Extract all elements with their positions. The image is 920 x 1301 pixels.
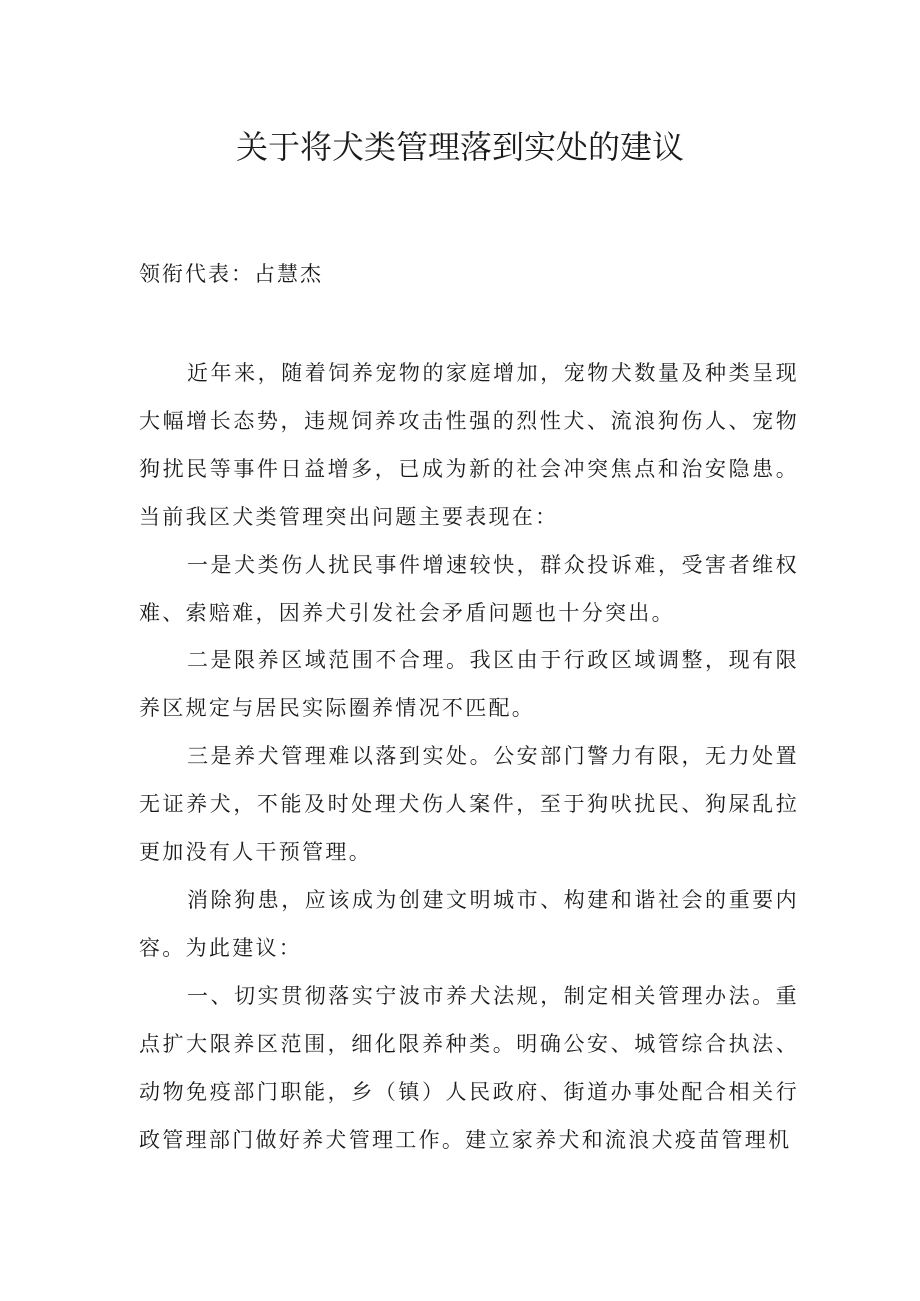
paragraph-issue-three: 三是养犬管理难以落到实处。公安部门警力有限，无力处置无证养犬，不能及时处理犬伤人案件，至于狗吠扰民、狗屎乱拉更加没有人干预管理。	[139, 744, 799, 865]
paragraph-suggestion-one: 一、切实贯彻落实宁波市养犬法规，制定相关管理办法。重点扩大限养区范围，细化限养种类。明确公安、城管综合执法、动物免疫部门职能，乡（镇）人民政府、街道办事处配合相关行政管理部门做好养犬管理工作。建立家养犬和流浪犬疫苗管理机	[139, 983, 799, 1152]
paragraph-proposal-intro: 消除狗患，应该成为创建文明城市、构建和谐社会的重要内容。为此建议：	[139, 887, 799, 960]
document-title: 关于将犬类管理落到实处的建议	[235, 128, 684, 166]
document-body	[139, 350, 799, 1164]
paragraph-issue-one: 一是犬类伤人扰民事件增速较快，群众投诉难，受害者维权难、索赔难，因养犬引发社会矛盾问题也十分突出。	[139, 552, 799, 625]
paragraph-issue-two: 二是限养区域范围不合理。我区由于行政区域调整，现有限养区规定与居民实际圈养情况不匹配。	[139, 648, 799, 721]
paragraph-intro: 近年来，随着饲养宠物的家庭增加，宠物犬数量及种类呈现大幅增长态势，违规饲养攻击性强的烈性犬、流浪狗伤人、宠物狗扰民等事件日益增多，已成为新的社会冲突焦点和治安隐患。当前我区犬类管理突出问题主要表现在：	[139, 361, 799, 529]
lead-representative: 领衔代表：占慧杰	[139, 262, 323, 286]
